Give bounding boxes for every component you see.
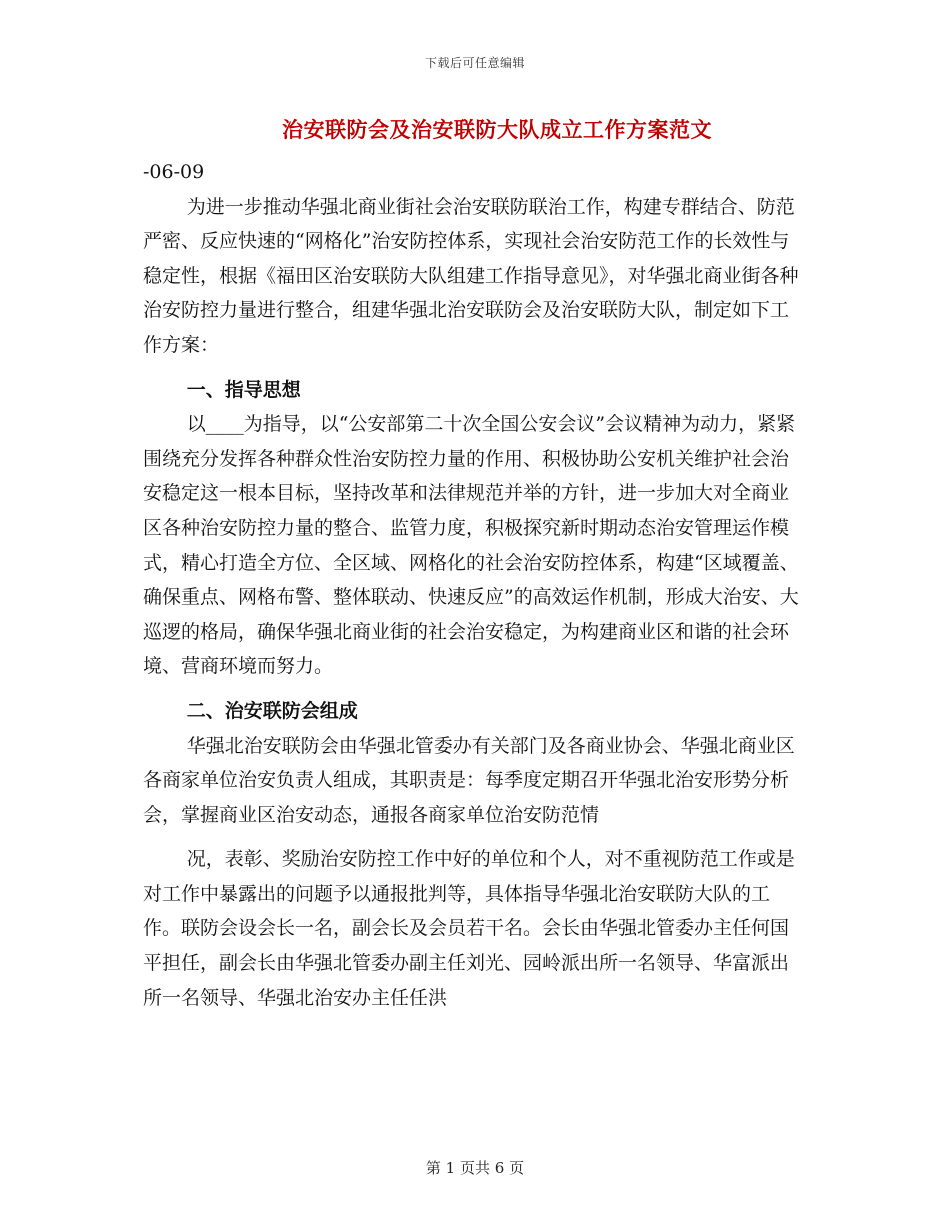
section-heading-guiding-thought: 一、指导思想 [186,378,301,401]
paragraph-intro: 为进一步推动华强北商业街社会治安联防联治工作，构建专群结合、防范严密、反应快速的“网格化”治安防控体系，实现社会治安防范工作的长效性与稳定性，根据《福田区治安联防大队组建工作指导意见》，对华强北商业街各种治安防控力量进行整合，组建华强北治安联防会及治安联防大队，制定如下工作方案： [143,195,799,356]
header-note: 下载后可任意编辑 [424,56,525,70]
document-title: 治安联防会及治安联防大队成立工作方案范文 [282,117,712,142]
document-date: -06-09 [143,161,205,183]
page-footer: 第 1 页共 6 页 [425,1159,525,1177]
paragraph-guiding-thought: 以____为指导，以“公安部第二十次全国公安会议”会议精神为动力，紧紧围绕充分发挥各种群众性治安防控力量的作用、积极协助公安机关维护社会治安稳定这一根本目标，坚持改革和法律规范并举的方针，进一步加大对全商业区各种治安防控力量的整合、监管力度，积极探究新时期动态治安管理运作模式，精心打造全方位、全区域、网格化的社会治安防控体系，构建“区域覆盖、确保重点、网格布警、整体联动、快速反应”的高效运作机制，形成大治安、大巡逻的格局，确保华强北商业街的社会治安稳定，为构建商业区和谐的社会环境、营商环境而努力。 [143,413,799,678]
paragraph-composition-part2: 况，表彰、奖励治安防控工作中好的单位和个人，对不重视防范工作或是对工作中暴露出的问题予以通报批判等，具体指导华强北治安联防大队的工作。联防会设会长一名，副会长及会员若干名。会长由华强北管委办主任何国平担任，副会长由华强北管委办副主任刘光、园岭派出所一名领导、华富派出所一名领导、华强北治安办主任任洪 [143,848,795,1009]
paragraph-composition-part1: 华强北治安联防会由华强北管委办有关部门及各商业协会、华强北商业区各商家单位治安负责人组成，其职责是：每季度定期召开华强北治安形势分析会，掌握商业区治安动态，通报各商家单位治安防范情 [143,734,795,826]
document-body [143,155,807,1015]
section-heading-composition: 二、治安联防会组成 [186,699,358,722]
